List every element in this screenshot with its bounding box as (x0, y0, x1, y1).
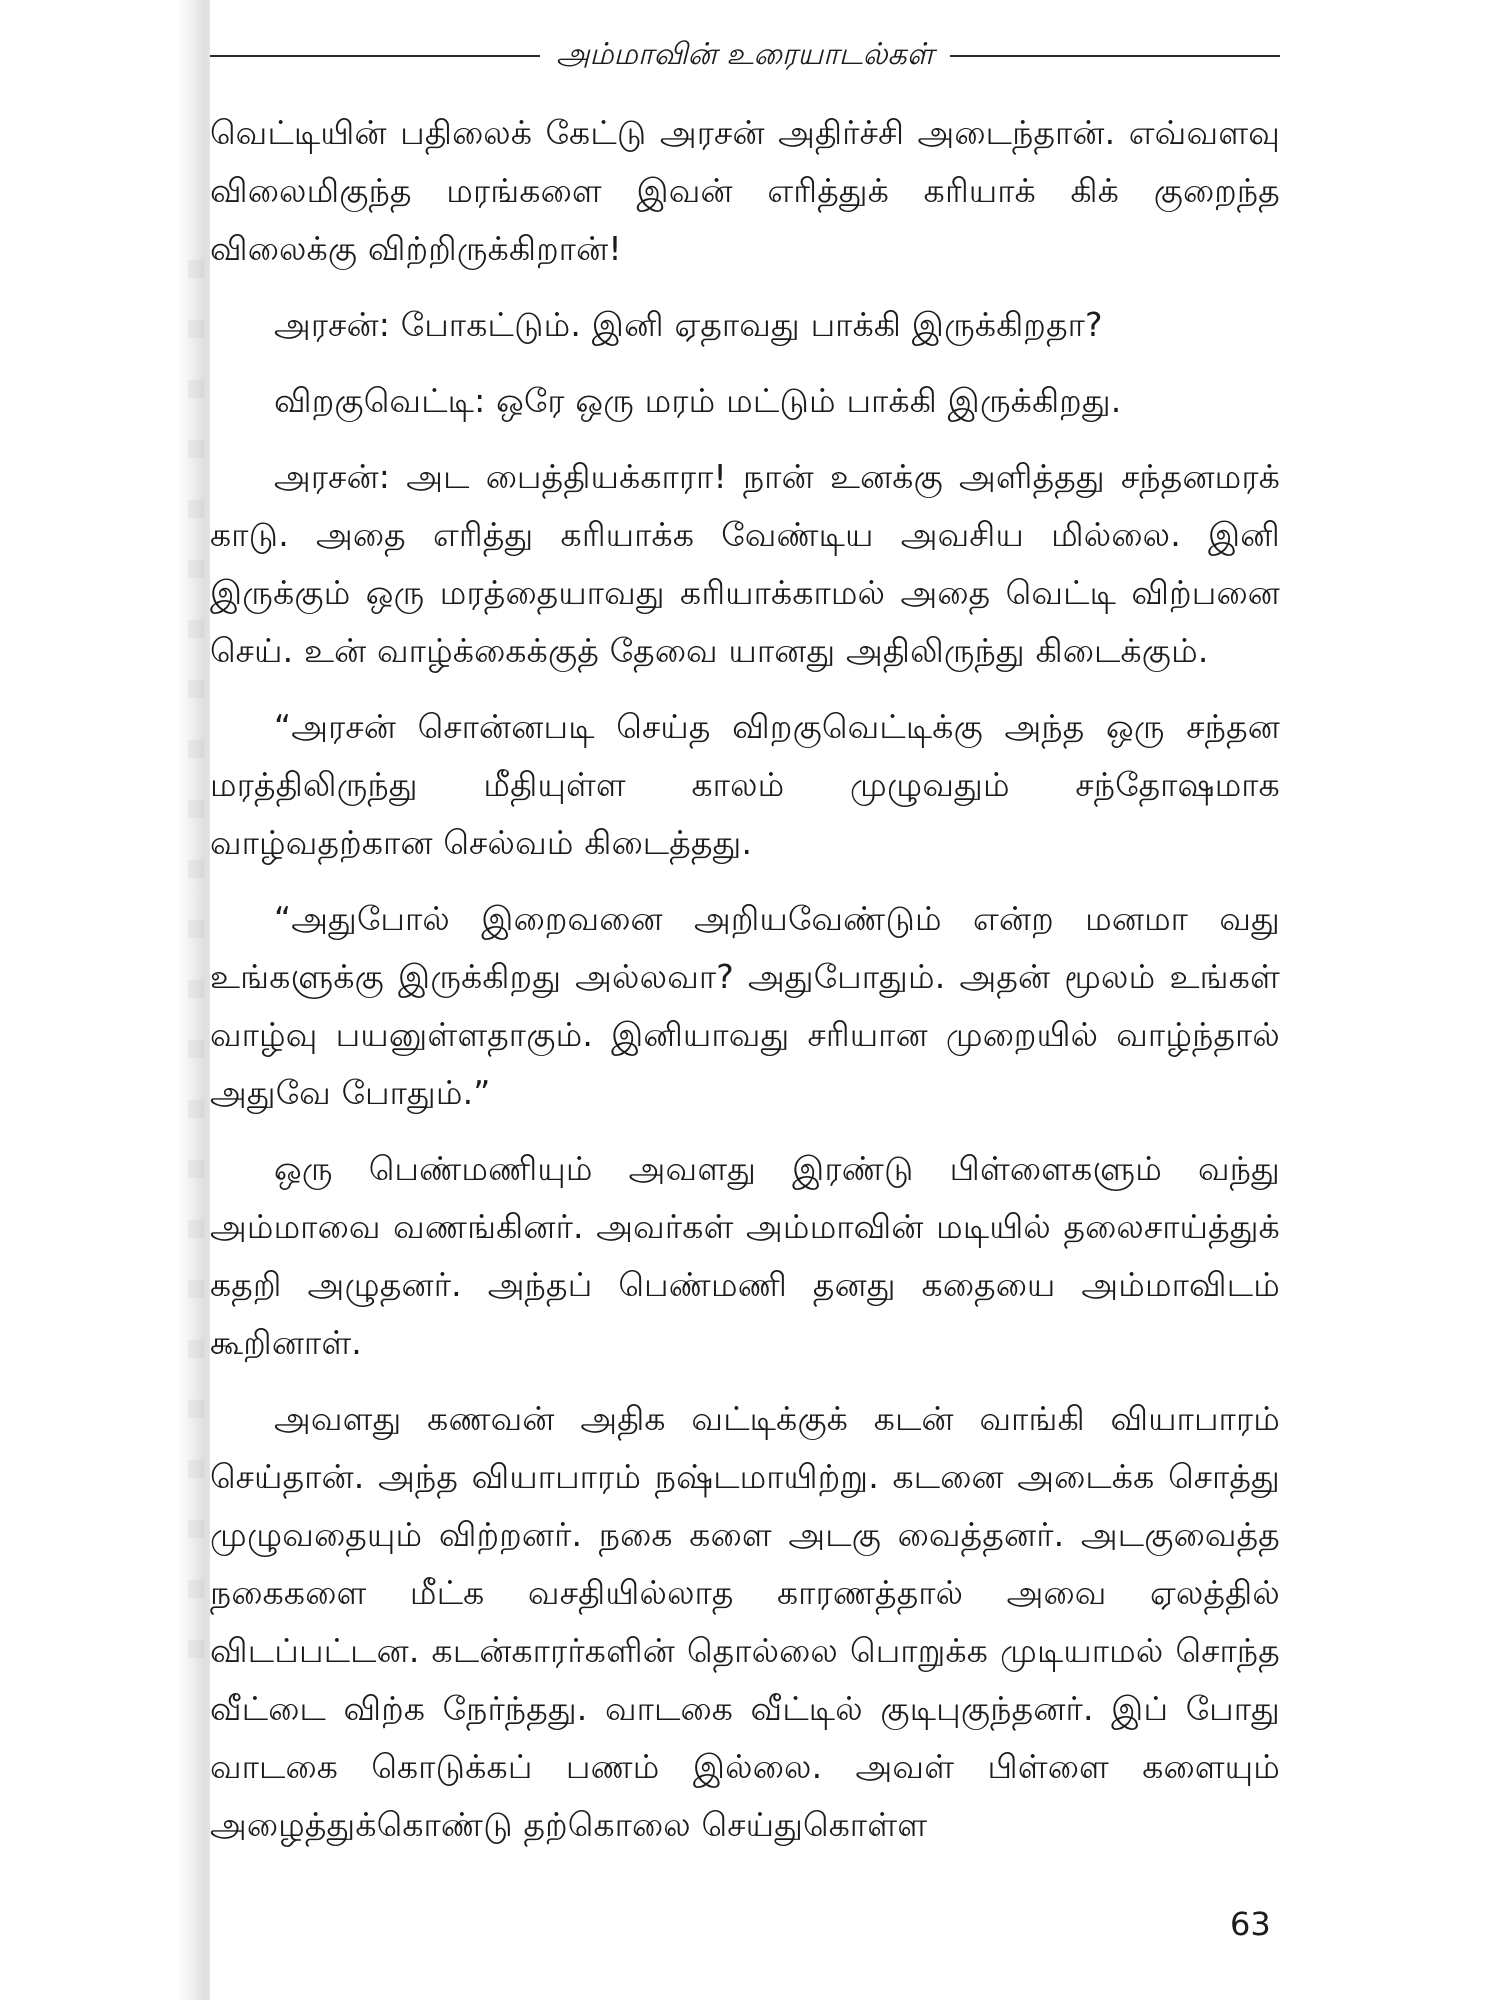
page-number: 63 (1230, 1905, 1271, 1943)
page-body (210, 104, 1280, 1872)
paragraph-2: அரசன்: போகட்டும். இனி ஏதாவது பாக்கி இருக்கிறதா? (274, 305, 1103, 344)
running-header (210, 36, 1280, 76)
header-rule-right (950, 55, 1280, 57)
paragraph-3: விறகுவெட்டி: ஒரே ஒரு மரம் மட்டும் பாக்கி இருக்கிறது. (274, 381, 1122, 420)
paragraph-5: “அரசன் சொன்னபடி செய்த விறகுவெட்டிக்கு அந்த ஒரு சந்தன மரத்திலிருந்து மீதியுள்ள காலம் முழுவதும் சந்தோஷமாக வாழ்வதற்கான செல்வம் கிடைத்தது. (210, 707, 1280, 862)
book-page (210, 0, 1300, 2000)
paragraph-8: அவளது கணவன் அதிக வட்டிக்குக் கடன் வாங்கி வியாபாரம் செய்தான். அந்த வியாபாரம் நஷ்டமாயிற்று. கடனை அடைக்க சொத்து முழுவதையும் விற்றனர். நகை களை அடகு வைத்தனர். அடகுவைத்த நகைகளை மீட்க வசதியில்லாத காரணத்தால் அவை ஏலத்தில் விடப்பட்டன. கடன்காரர்களின் தொல்லை பொறுக்க முடியாமல் சொந்த வீட்டை விற்க நேர்ந்தது. வாடகை வீட்டில் குடிபுகுந்தனர். இப் போது வாடகை கொடுக்கப் பணம் இல்லை. அவள் பிள்ளை களையும் அழைத்துக்கொண்டு தற்கொலை செய்துகொள்ள (210, 1399, 1280, 1844)
header-rule-left (210, 55, 540, 57)
paragraph-7: ஒரு பெண்மணியும் அவளது இரண்டு பிள்ளைகளும் வந்து அம்மாவை வணங்கினர். அவர்கள் அம்மாவின் மடியில் தலைசாய்த்துக் கதறி அழுதனர். அந்தப் பெண்மணி தனது கதையை அம்மாவிடம் கூறினாள். (210, 1149, 1280, 1362)
running-title: அம்மாவின் உரையாடல்கள் (556, 36, 934, 72)
paragraph-1: வெட்டியின் பதிலைக் கேட்டு அரசன் அதிர்ச்சி அடைந்தான். எவ்வளவு விலைமிகுந்த மரங்களை இவன் எரித்துக் கரியாக் கிக் குறைந்த விலைக்கு விற்றிருக்கிறான்! (210, 113, 1280, 268)
paragraph-6: “அதுபோல் இறைவனை அறியவேண்டும் என்ற மனமா வது உங்களுக்கு இருக்கிறது அல்லவா? அதுபோதும். அதன் மூலம் உங்கள் வாழ்வு பயனுள்ளதாகும். இனியாவது சரியான முறையில் வாழ்ந்தால் அதுவே போதும்.” (210, 899, 1280, 1112)
paragraph-4: அரசன்: அட பைத்தியக்காரா! நான் உனக்கு அளித்தது சந்தனமரக் காடு. அதை எரித்து கரியாக்க வேண்டிய அவசிய மில்லை. இனி இருக்கும் ஒரு மரத்தையாவது கரியாக்காமல் அதை வெட்டி விற்பனை செய். உன் வாழ்க்கைக்குத் தேவை யானது அதிலிருந்து கிடைக்கும். (210, 457, 1280, 670)
